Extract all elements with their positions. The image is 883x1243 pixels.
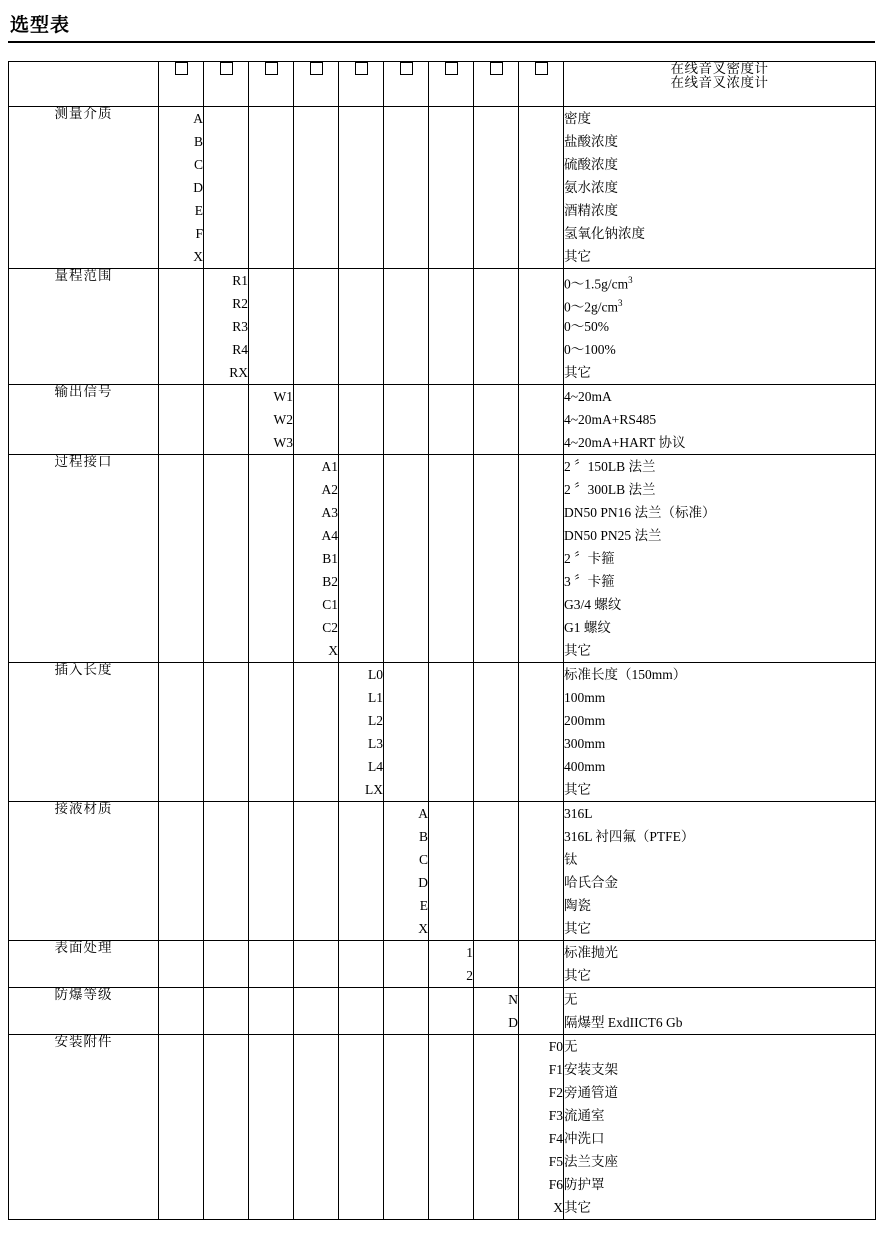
spacer-cell [159, 802, 204, 941]
spacer-cell [294, 941, 339, 988]
spacer-cell [429, 269, 474, 385]
superscript: 3 [628, 275, 633, 285]
option-code[interactable]: B2 [322, 574, 338, 589]
spacer-cell [159, 269, 204, 385]
option-code[interactable]: F1 [548, 1062, 563, 1077]
section-descriptions-6 [564, 802, 876, 941]
spacer-cell [339, 941, 384, 988]
option-code[interactable]: A3 [321, 505, 338, 520]
option-description: 氨水浓度 [564, 180, 618, 195]
option-code[interactable]: F4 [548, 1131, 563, 1146]
section-codes-8[interactable] [474, 988, 519, 1035]
option-code[interactable]: W3 [273, 435, 293, 450]
spacer-cell [204, 455, 249, 663]
option-description: 冲洗口 [564, 1131, 605, 1146]
option-description: 其它 [564, 968, 591, 983]
spacer-cell [474, 1035, 519, 1220]
header-checkbox-cell-4[interactable] [294, 62, 339, 107]
spacer-cell [249, 663, 294, 802]
option-description: 流通室 [564, 1108, 605, 1123]
checkbox-icon[interactable] [175, 62, 188, 75]
spacer-cell [204, 941, 249, 988]
option-code[interactable]: D [193, 180, 203, 195]
option-description: 4~20mA+HART 协议 [564, 435, 686, 450]
option-description: 316L [564, 806, 593, 821]
spacer-cell [519, 941, 564, 988]
option-code[interactable]: R1 [232, 273, 248, 288]
option-code[interactable]: L4 [368, 759, 383, 774]
option-description: 密度 [564, 111, 591, 126]
product-name-cell [564, 62, 876, 107]
spacer-cell [474, 802, 519, 941]
option-code[interactable]: F0 [548, 1039, 563, 1054]
spacer-cell [294, 663, 339, 802]
option-description: G1 螺纹 [564, 620, 611, 635]
spacer-cell [474, 269, 519, 385]
section-descriptions-4 [564, 455, 876, 663]
spacer-cell [474, 455, 519, 663]
spacer-cell [384, 385, 429, 455]
option-description: 标准长度（150mm） [564, 667, 687, 682]
option-code[interactable]: F2 [548, 1085, 563, 1100]
option-description: 安装支架 [564, 1062, 618, 1077]
spacer-cell [429, 385, 474, 455]
spacer-cell [204, 663, 249, 802]
spacer-cell [204, 1035, 249, 1220]
spacer-cell [159, 455, 204, 663]
option-code[interactable]: RX [229, 365, 248, 380]
spacer-cell [204, 107, 249, 269]
spacer-cell [294, 107, 339, 269]
option-description: 4~20mA+RS485 [564, 412, 657, 427]
spacer-cell [249, 988, 294, 1035]
section-label-2: 量程范围 [9, 269, 159, 385]
option-description: 其它 [564, 643, 591, 658]
option-description: 无 [564, 1039, 578, 1054]
option-description: 300mm [564, 736, 606, 751]
section-descriptions-2 [564, 269, 876, 385]
option-description: 法兰支座 [564, 1154, 618, 1169]
option-description: 无 [564, 992, 578, 1007]
superscript: 3 [618, 298, 623, 308]
spacer-cell [159, 988, 204, 1035]
spacer-cell [429, 455, 474, 663]
section-label-3: 输出信号 [9, 385, 159, 455]
spacer-cell [519, 455, 564, 663]
section-label-1: 测量介质 [9, 107, 159, 269]
header-checkbox-cell-7[interactable] [429, 62, 474, 107]
option-description: 2 〞卡箍 [564, 551, 615, 566]
option-description: 盐酸浓度 [564, 134, 618, 149]
title-divider [8, 41, 875, 43]
checkbox-icon[interactable] [355, 62, 368, 75]
spacer-cell [294, 988, 339, 1035]
option-code[interactable]: 1 [466, 945, 473, 960]
spacer-cell [519, 269, 564, 385]
spacer-cell [159, 385, 204, 455]
spacer-cell [474, 941, 519, 988]
option-description: 其它 [564, 365, 591, 380]
section-descriptions-5 [564, 663, 876, 802]
option-code[interactable]: C1 [322, 597, 338, 612]
section-label-6: 接液材质 [9, 802, 159, 941]
option-code[interactable]: F3 [548, 1108, 563, 1123]
spacer-cell [339, 269, 384, 385]
option-code[interactable]: E [419, 898, 428, 913]
option-description: 其它 [564, 782, 591, 797]
checkbox-icon[interactable] [310, 62, 323, 75]
product-name-line: 在线音叉密度计 [670, 61, 769, 76]
option-code[interactable]: E [194, 203, 203, 218]
section-descriptions-3 [564, 385, 876, 455]
spacer-cell [339, 385, 384, 455]
checkbox-icon[interactable] [535, 62, 548, 75]
spacer-cell [294, 802, 339, 941]
spacer-cell [474, 385, 519, 455]
spacer-cell [384, 107, 429, 269]
option-code[interactable]: 2 [466, 968, 473, 983]
header-checkbox-cell-1[interactable] [159, 62, 204, 107]
spacer-cell [204, 988, 249, 1035]
table-row [9, 385, 876, 455]
option-description: 其它 [564, 249, 591, 264]
option-code[interactable]: F5 [548, 1154, 563, 1169]
spacer-cell [384, 455, 429, 663]
option-code[interactable]: A2 [321, 482, 338, 497]
section-descriptions-7 [564, 941, 876, 988]
checkbox-icon[interactable] [220, 62, 233, 75]
spacer-cell [429, 1035, 474, 1220]
spacer-cell [429, 107, 474, 269]
option-code[interactable]: A1 [321, 459, 338, 474]
option-code[interactable]: D [418, 875, 428, 890]
option-description: 400mm [564, 759, 606, 774]
section-codes-5[interactable] [339, 663, 384, 802]
table-row [9, 941, 876, 988]
spacer-cell [519, 802, 564, 941]
option-description: 3 〞卡箍 [564, 574, 615, 589]
option-code[interactable]: L2 [368, 713, 383, 728]
spacer-cell [384, 663, 429, 802]
spacer-cell [294, 1035, 339, 1220]
title-block [8, 0, 875, 43]
option-description: 哈氏合金 [564, 875, 618, 890]
option-code[interactable]: R3 [232, 319, 248, 334]
table-row [9, 1035, 876, 1220]
spacer-cell [384, 941, 429, 988]
spacer-cell [249, 269, 294, 385]
spacer-cell [159, 663, 204, 802]
option-code[interactable]: X [418, 921, 428, 936]
section-codes-3[interactable] [249, 385, 294, 455]
spacer-cell [474, 107, 519, 269]
section-codes-2[interactable] [204, 269, 249, 385]
spacer-cell [519, 663, 564, 802]
option-description: DN50 PN16 法兰（标准） [564, 505, 716, 520]
spacer-cell [384, 269, 429, 385]
header-checkbox-cell-6[interactable] [384, 62, 429, 107]
header-checkbox-cell-5[interactable] [339, 62, 384, 107]
option-code[interactable]: W1 [273, 389, 293, 404]
section-label-8: 防爆等级 [9, 988, 159, 1035]
checkbox-icon[interactable] [445, 62, 458, 75]
option-description: $0\sim 2g/cm^3$ [564, 298, 623, 315]
option-description: 100mm [564, 690, 606, 705]
header-checkbox-cell-9[interactable] [519, 62, 564, 107]
section-codes-9[interactable] [519, 1035, 564, 1220]
option-description: 200mm [564, 713, 606, 728]
option-code[interactable]: L3 [368, 736, 383, 751]
option-description: 0～100% [564, 342, 616, 357]
option-code[interactable]: C2 [322, 620, 338, 635]
spacer-cell [339, 107, 384, 269]
spacer-cell [249, 1035, 294, 1220]
spacer-cell [339, 988, 384, 1035]
section-descriptions-8 [564, 988, 876, 1035]
section-label-4: 过程接口 [9, 455, 159, 663]
section-label-9: 安装附件 [9, 1035, 159, 1220]
product-name-line: 在线音叉浓度计 [670, 74, 769, 90]
spacer-cell [384, 988, 429, 1035]
spacer-cell [384, 1035, 429, 1220]
option-code[interactable]: R2 [232, 296, 248, 311]
option-code[interactable]: C [193, 157, 203, 172]
spacer-cell [519, 385, 564, 455]
option-description: 陶瓷 [564, 898, 591, 913]
option-description: 酒精浓度 [564, 203, 618, 218]
option-description: 防护罩 [564, 1177, 605, 1192]
option-code[interactable]: X [193, 249, 203, 264]
option-code[interactable]: F [195, 226, 203, 241]
option-code[interactable]: L0 [368, 667, 383, 682]
section-label-5: 插入长度 [9, 663, 159, 802]
spacer-cell [294, 269, 339, 385]
table-row [9, 455, 876, 663]
option-code[interactable]: LX [365, 782, 383, 797]
option-description: 4~20mA [564, 389, 612, 404]
table-row [9, 269, 876, 385]
section-codes-4[interactable] [294, 455, 339, 663]
table-row [9, 988, 876, 1035]
section-codes-1[interactable] [159, 107, 204, 269]
section-codes-6[interactable] [384, 802, 429, 941]
spacer-cell [204, 385, 249, 455]
table-header-row [9, 62, 876, 107]
spacer-cell [249, 941, 294, 988]
spacer-cell [429, 802, 474, 941]
option-code[interactable]: X [328, 643, 338, 658]
spacer-cell [429, 663, 474, 802]
spacer-cell [519, 107, 564, 269]
option-code[interactable]: W2 [273, 412, 293, 427]
spacer-cell [294, 385, 339, 455]
section-label-7: 表面处理 [9, 941, 159, 988]
spacer-cell [339, 1035, 384, 1220]
option-code[interactable]: A [193, 111, 203, 126]
option-description: 其它 [564, 921, 591, 936]
option-code[interactable]: C [418, 852, 428, 867]
spacer-cell [204, 802, 249, 941]
header-checkbox-cell-8[interactable] [474, 62, 519, 107]
option-code[interactable]: N [508, 992, 518, 1007]
option-code[interactable]: A [418, 806, 428, 821]
option-description: 硫酸浓度 [564, 157, 618, 172]
page-title: 选型表 [10, 15, 71, 36]
option-description: $0\sim 1.5g/cm^3$ [564, 275, 633, 292]
table-row [9, 802, 876, 941]
option-description: 2 〞300LB 法兰 [564, 482, 656, 497]
spacer-cell [159, 1035, 204, 1220]
option-description: 标准抛光 [564, 945, 618, 960]
header-checkbox-cell-3[interactable] [249, 62, 294, 107]
spacer-cell [339, 802, 384, 941]
spacer-cell [159, 941, 204, 988]
option-description: 钛 [564, 852, 578, 867]
section-descriptions-1 [564, 107, 876, 269]
option-code[interactable]: A4 [321, 528, 338, 543]
spacer-cell [429, 988, 474, 1035]
option-code[interactable]: B1 [322, 551, 338, 566]
table-row [9, 107, 876, 269]
option-code[interactable]: R4 [232, 342, 248, 357]
spacer-cell [249, 802, 294, 941]
option-description: 316L 衬四氟（PTFE） [564, 829, 695, 844]
option-description: DN50 PN25 法兰 [564, 528, 662, 543]
section-descriptions-9 [564, 1035, 876, 1220]
spacer-cell [519, 988, 564, 1035]
table-row [9, 663, 876, 802]
option-code[interactable]: B [193, 134, 203, 149]
spacer-cell [249, 107, 294, 269]
checkbox-icon[interactable] [265, 62, 278, 75]
checkbox-icon[interactable] [400, 62, 413, 75]
option-code[interactable]: F6 [548, 1177, 563, 1192]
option-description: 2 〞150LB 法兰 [564, 459, 656, 474]
option-description: 0～50% [564, 319, 609, 334]
option-code[interactable]: X [553, 1200, 563, 1215]
spacer-cell [249, 455, 294, 663]
selection-table [8, 61, 876, 1220]
header-empty-cell [9, 62, 159, 107]
checkbox-icon[interactable] [490, 62, 503, 75]
spacer-cell [339, 455, 384, 663]
option-description: 隔爆型 ExdIICT6 Gb [564, 1015, 683, 1030]
section-codes-7[interactable] [429, 941, 474, 988]
option-code[interactable]: D [508, 1015, 518, 1030]
option-description: 其它 [564, 1200, 591, 1215]
header-checkbox-cell-2[interactable] [204, 62, 249, 107]
option-description: 氢氧化钠浓度 [564, 226, 645, 241]
option-description: 旁通管道 [564, 1085, 618, 1100]
option-code[interactable]: L1 [368, 690, 383, 705]
spacer-cell [474, 663, 519, 802]
option-description: G3/4 螺纹 [564, 597, 622, 612]
option-code[interactable]: B [418, 829, 428, 844]
